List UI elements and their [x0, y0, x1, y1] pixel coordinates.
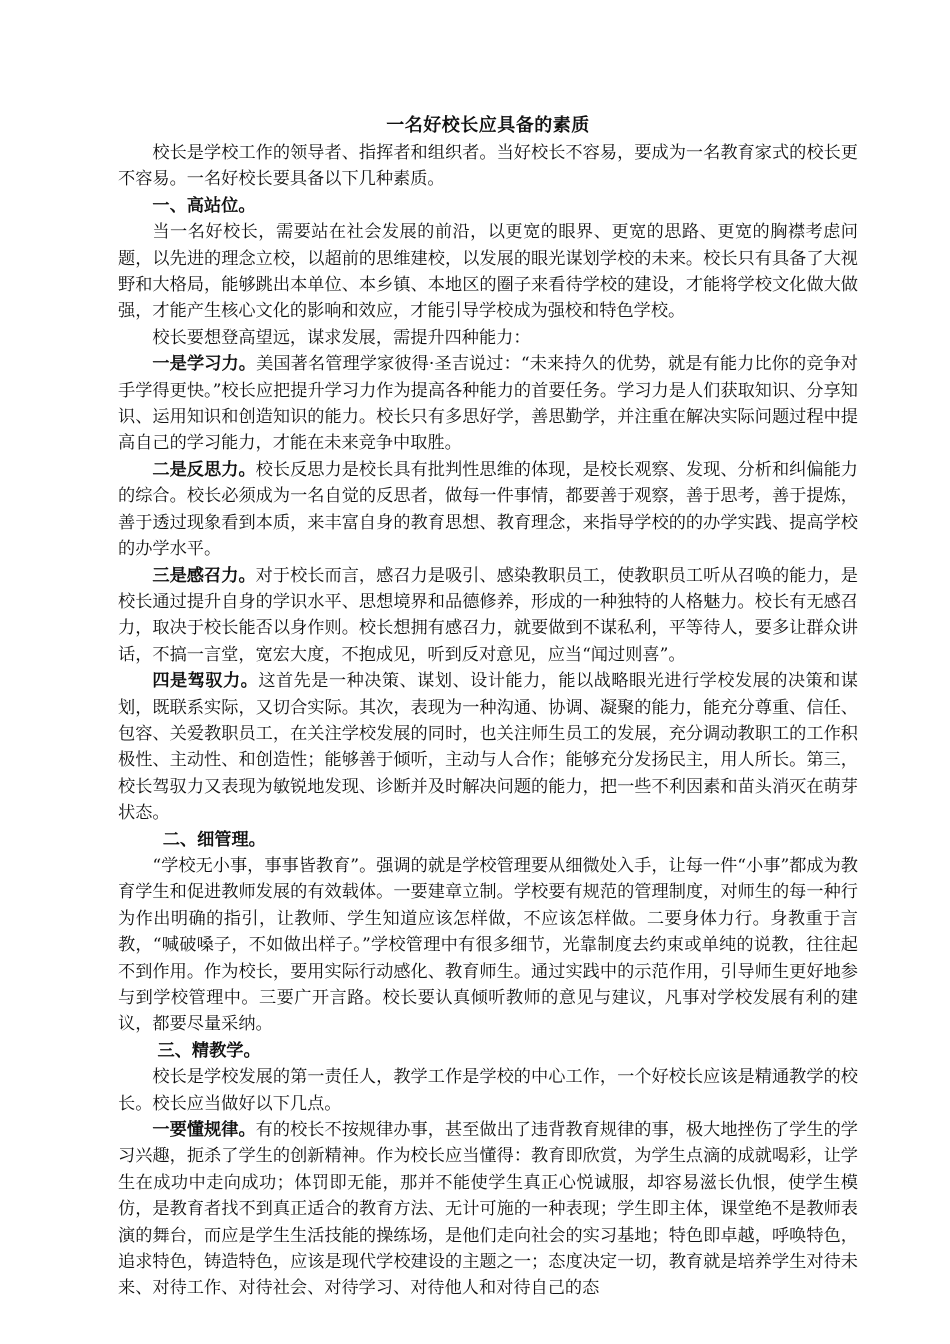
- section3-paragraph-1: 校长是学校发展的第一责任人，教学工作是学校的中心工作，一个好校长应该是精通教学的校长。校长应当做好以下几点。: [118, 1067, 858, 1114]
- section-heading-1: 一、高站位。: [152, 195, 256, 216]
- ability-text-charisma: 对于校长而言，感召力是吸引、感染教职员工，使教职员工听从召唤的能力，是校长通过提升自身的学识水平、思想境界和品德修养，形成的一种独特的人格魅力。校长有无感召力，取决于校长能否以身作则。校长想拥有感召力，就要做到不谋私利，平等待人，要多让群众讲话，不搞一言堂，宽宏大度，不抱成见，听到反对意见，应当“闻过则喜”。: [118, 565, 858, 665]
- rule-lead-law: 一要懂规律。: [152, 1120, 256, 1141]
- intro-paragraph: 校长是学校工作的领导者、指挥者和组织者。当好校长不容易，要成为一名教育家式的校长更不容易。一名好校长要具备以下几种素质。: [118, 143, 858, 190]
- ability-paragraph-reflection: [118, 457, 858, 563]
- ability-text-reflection: 校长反思力是校长具有批判性思维的体现，是校长观察、发现、分析和纠偏能力的综合。校长必须成为一名自觉的反思者，做每一件事情，都要善于观察，善于思考，善于提炼，善于透过现象看到本质，来丰富自身的教育思想、教育理念，来指导学校的的办学实践、提高学校的办学水平。: [118, 459, 858, 560]
- section3-paragraph-2: [118, 1117, 858, 1302]
- section1-paragraph-1: 当一名好校长，需要站在社会发展的前沿，以更宽的眼界、更宽的思路、更宽的胸襟考虑问题，以先进的理念立校，以超前的思维建校，以发展的眼光谋划学校的未来。校长只有具备了大视野和大格局，能够跳出本单位、本乡镇、本地区的圈子来看待学校的建设，才能将学校文化做大做强，才能产生核心文化的影响和效应，才能引导学校成为强校和特色学校。: [118, 222, 858, 322]
- document-title: 一名好校长应具备的素质: [386, 115, 590, 136]
- rule-text-law: 有的校长不按规律办事，甚至做出了违背教育规律的事，极大地挫伤了学生的学习兴趣，扼杀了学生的创新精神。作为校长应当懂得：教育即欣赏，为学生点滴的成就喝彩，让学生在成功中走向成功；体罚即无能，那并不能使学生真正心悦诚服，却容易滋长仇恨，使学生模仿，是教育者找不到真正适合的教育方法、无计可施的一种表现；学生即主体，课堂绝不是教师表演的舞台，而应是学生生活技能的操练场，是他们走向社会的实习基地；特色即卓越，呼唤特色，追求特色，铸造特色，应该是现代学校建设的主题之一；态度决定一切，教育就是培养学生对待未来、对待工作、对待社会、对待学习、对待他人和对待自己的态: [118, 1120, 858, 1299]
- section1-paragraph-2: 校长要想登高望远，谋求发展，需提升四种能力：: [152, 327, 531, 348]
- ability-paragraph-control: [118, 668, 858, 826]
- ability-paragraph-learning: [118, 351, 858, 457]
- document-page: [118, 112, 858, 1302]
- ability-lead-learning: 一是学习力。: [152, 354, 257, 375]
- ability-text-control: 这首先是一种决策、谋划、设计能力，能以战略眼光进行学校发展的决策和谋划，既联系实际，又切合实际。其次，表现为一种沟通、协调、凝聚的能力，能充分尊重、信任、包容、关爱教职员工，在关注学校发展的同时，也关注师生员工的发展，充分调动教职工的工作积极性、主动性、和创造性；能够善于倾听，主动与人合作；能够充分发扬民主，用人所长。第三，校长驾驭力又表现为敏锐地发现、诊断并及时解决问题的能力，把一些不利因素和苗头消灭在萌芽状态。: [118, 671, 858, 824]
- section-heading-2: 二、细管理。: [162, 829, 266, 850]
- ability-lead-reflection: 二是反思力。: [152, 459, 256, 480]
- ability-lead-charisma: 三是感召力。: [152, 565, 256, 586]
- ability-paragraph-charisma: [118, 563, 858, 669]
- ability-lead-control: 四是驾驭力。: [152, 671, 259, 692]
- ability-text-learning: 美国著名管理学家彼得·圣吉说过：“未来持久的优势，就是有能力比你的竞争对手学得更快。”校长应把提升学习力作为提高各种能力的首要任务。学习力是人们获取知识、分享知识、运用知识和创造知识的能力。校长只有多思好学，善思勤学，并注重在解决实际问题过程中提高自己的学习能力，才能在未来竞争中取胜。: [118, 354, 858, 454]
- section-heading-3: 三、精教学。: [157, 1040, 261, 1061]
- section2-paragraph-1: “学校无小事，事事皆教育”。强调的就是学校管理要从细微处入手，让每一件“小事”都成为教育学生和促进教师发展的有效载体。一要建章立制。学校要有规范的管理制度，对师生的每一种行为作出明确的指引，让教师、学生知道应该怎样做，不应该怎样做。二要身体力行。身教重于言教，“喊破嗓子，不如做出样子。”学校管理中有很多细节，光靠制度去约束或单纯的说教，往往起不到作用。作为校长，要用实际行动感化、教育师生。通过实践中的示范作用，引导师生更好地参与到学校管理中。三要广开言路。校长要认真倾听教师的意见与建议，凡事对学校发展有利的建议，都要尽量采纳。: [118, 855, 858, 1035]
